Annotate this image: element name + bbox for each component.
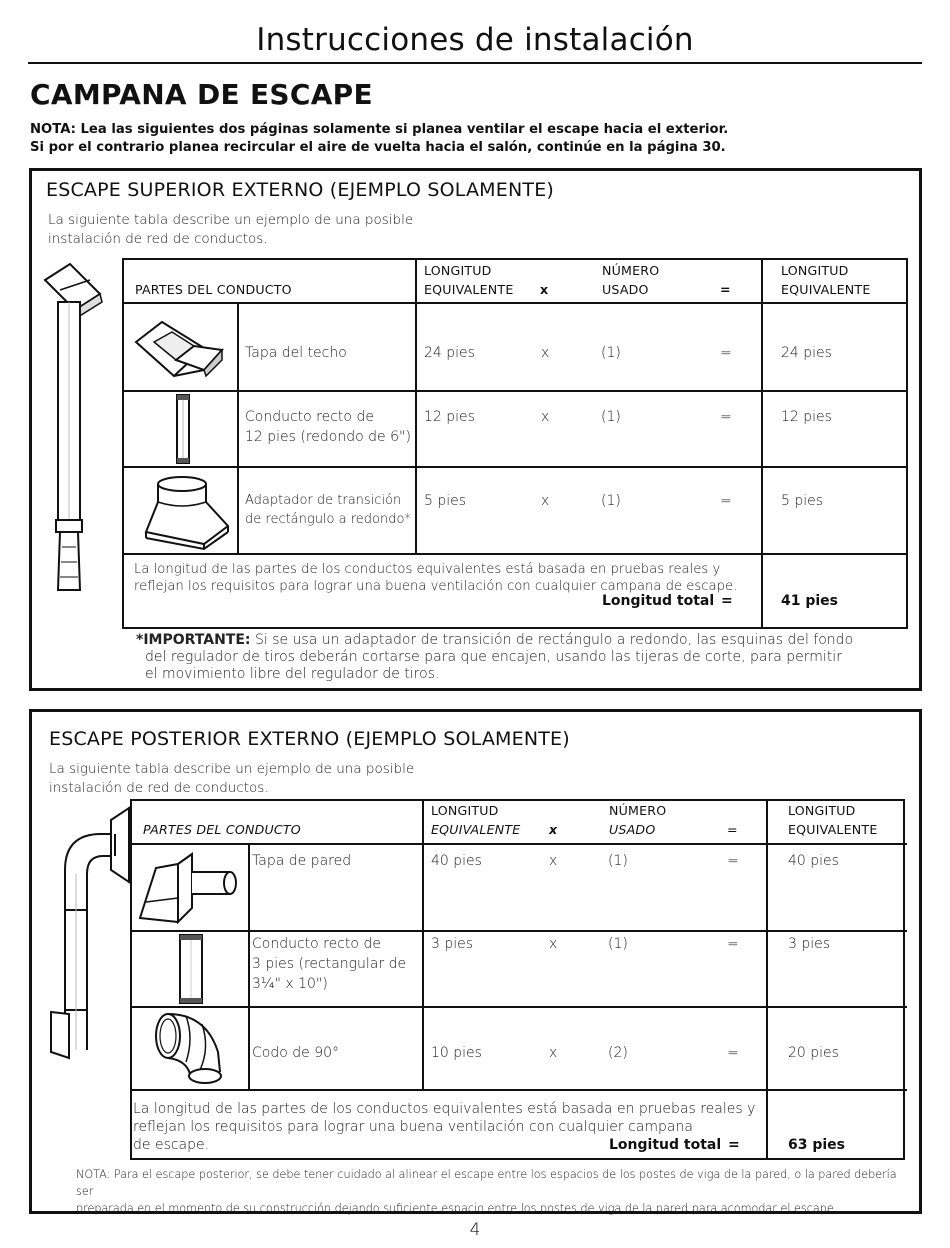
- table-rule: [122, 553, 908, 555]
- top-exhaust-heading: ESCAPE SUPERIOR EXTERNO (EJEMPLO SOLAMENTE): [46, 179, 555, 201]
- table1-row2-count: (1): [601, 409, 621, 425]
- table2-row1-desc: Tapa de pared: [252, 853, 352, 869]
- table2-row2-count: (1): [608, 936, 628, 952]
- rectangular-duct-icon: [179, 934, 203, 1004]
- top-exhaust-intro-line-1: La siguiente tabla describe un ejemplo de una posible: [48, 212, 414, 228]
- col-number-used-line-1: NÚMERO: [609, 803, 667, 818]
- table1-note: [134, 561, 737, 595]
- col-equiv-length-line-1: LONGITUD: [424, 263, 492, 278]
- table2-row1-total: 40 pies: [788, 853, 839, 869]
- col-total-length-header: [781, 261, 870, 299]
- col-equiv-length-header: [431, 801, 520, 839]
- table2-row1-equals: =: [727, 853, 739, 869]
- col-total-length-line-2: EQUIVALENTE: [781, 282, 871, 297]
- table1-row2-equals: =: [720, 409, 732, 425]
- section-heading: CAMPANA DE ESCAPE: [30, 78, 373, 111]
- wall-vent-assembly-icon: [45, 800, 130, 1060]
- title-divider: [28, 62, 922, 64]
- table2-row3-length: 10 pies: [431, 1045, 482, 1061]
- transition-adapter-icon: [144, 474, 232, 550]
- table1-row1-equals: =: [720, 345, 732, 361]
- important-label: *IMPORTANTE:: [136, 632, 251, 648]
- col-parts-header: PARTES DEL CONDUCTO: [135, 282, 292, 297]
- page-number: 4: [469, 1220, 481, 1240]
- col-number-used-line-2: USADO: [609, 822, 656, 837]
- important-note-line-2: del regulador de tiros deberán cortarse para que encajen, usando las tijeras de corte, para permitir: [145, 649, 842, 665]
- table2-row1-length: 40 pies: [431, 853, 482, 869]
- table1-total-equals: =: [721, 593, 733, 609]
- col-number-used-line-1: NÚMERO: [602, 263, 660, 278]
- col-equiv-length-line-2: EQUIVALENTE: [424, 282, 514, 297]
- col-times-header: x: [549, 822, 558, 837]
- col-equals-header: =: [727, 822, 738, 837]
- rear-exhaust-intro-line-1: La siguiente tabla describe un ejemplo de una posible: [49, 761, 415, 777]
- table-rule: [422, 799, 424, 1089]
- table1-row2-length: 12 pies: [424, 409, 475, 425]
- rear-exhaust-footnote-line-1: NOTA: Para el escape posterior, se debe tener cuidado al alinear el escape entre los espacios de los postes de viga de la pared, o la pared debería ser: [76, 1168, 897, 1198]
- rear-exhaust-intro-line-2: instalación de red de conductos.: [49, 780, 269, 796]
- table1-row3-desc-line-2: de rectángulo a redondo*: [245, 512, 411, 527]
- table2-row2-total: 3 pies: [788, 936, 831, 952]
- intro-note-line-1: NOTA: Lea las siguientes dos páginas solamente si planea ventilar el escape hacia el exterior.: [30, 122, 729, 137]
- intro-note-line-2: Si por el contrario planea recircular el aire de vuelta hacia el salón, continúe en la página 30.: [30, 140, 726, 155]
- col-total-length-line-1: LONGITUD: [788, 803, 856, 818]
- table2-row1-times: x: [549, 853, 558, 869]
- col-number-used-header: [609, 801, 666, 839]
- table2-row2-length: 3 pies: [431, 936, 474, 952]
- table1-row1-total: 24 pies: [781, 345, 832, 361]
- table2-row3-times: x: [549, 1045, 558, 1061]
- table1-row2-desc-line-2: 12 pies (redondo de 6"): [245, 429, 411, 445]
- rear-exhaust-heading: ESCAPE POSTERIOR EXTERNO (EJEMPLO SOLAMENTE): [49, 728, 570, 750]
- table-rule: [130, 930, 907, 932]
- top-exhaust-intro-line-2: instalación de red de conductos.: [48, 231, 268, 247]
- table1-row3-equals: =: [720, 493, 732, 509]
- table2-total-label: Longitud total: [609, 1137, 722, 1153]
- table-rule: [122, 390, 908, 392]
- rear-exhaust-footnote: [76, 1166, 916, 1217]
- col-equals-header: =: [720, 282, 731, 297]
- table1-row3-count: (1): [601, 493, 621, 509]
- table2-row3-equals: =: [727, 1045, 739, 1061]
- table1-row3-total: 5 pies: [781, 493, 824, 509]
- table1-row2-desc: [245, 407, 411, 447]
- roof-vent-assembly-icon: [40, 262, 110, 592]
- col-parts-header: PARTES DEL CONDUCTO: [143, 822, 301, 837]
- table-rule: [130, 1006, 907, 1008]
- table-rule: [122, 302, 908, 304]
- col-number-used-line-2: USADO: [602, 282, 649, 297]
- important-note: [136, 632, 906, 683]
- table2-total-equals: =: [728, 1137, 740, 1153]
- col-total-length-header: [788, 801, 877, 839]
- table2-total-value: 63 pies: [788, 1137, 846, 1153]
- table1-row2-desc-line-1: Conducto recto de: [245, 409, 374, 425]
- rear-exhaust-footnote-line-2: preparada en el momento de su construcción dejando suficiente espacio entre los postes de viga de la pared para acomodar el escape.: [76, 1202, 838, 1215]
- rear-exhaust-intro: [49, 760, 414, 798]
- table1-total-value: 41 pies: [781, 593, 839, 609]
- page-title: Instrucciones de instalación: [256, 22, 694, 58]
- table1-row2-total: 12 pies: [781, 409, 832, 425]
- important-note-line-3: el movimiento libre del regulador de tiros.: [145, 666, 440, 682]
- table2-note-line-2: reflejan los requisitos para lograr una buena ventilación con cualquier campana: [133, 1119, 693, 1135]
- table2-row3-total: 20 pies: [788, 1045, 839, 1061]
- table1-row1-count: (1): [601, 345, 621, 361]
- table1-row1-length: 24 pies: [424, 345, 475, 361]
- table-rule: [130, 843, 907, 845]
- table1-row1-desc: Tapa del techo: [245, 345, 347, 361]
- top-exhaust-intro: [48, 211, 413, 249]
- col-number-used-header: [602, 261, 659, 299]
- table1-note-line-2: reflejan los requisitos para lograr una buena ventilación con cualquier campana de escape.: [134, 579, 738, 594]
- table2-row2-equals: =: [727, 936, 739, 952]
- table1-row1-times: x: [541, 345, 550, 361]
- table2-row2-desc-line-1: Conducto recto de: [252, 936, 381, 952]
- table1-row3-desc: [245, 491, 411, 529]
- table1-row3-desc-line-1: Adaptador de transición: [245, 493, 402, 508]
- table1-row3-times: x: [541, 493, 550, 509]
- elbow-90-icon: [150, 1010, 226, 1086]
- col-times-header: x: [540, 282, 549, 297]
- roof-cap-icon: [134, 320, 226, 378]
- table2-row2-times: x: [549, 936, 558, 952]
- table-rule: [761, 258, 763, 629]
- table-rule: [248, 843, 250, 1089]
- table1-total-label: Longitud total: [602, 593, 715, 609]
- important-note-line-1: [136, 632, 906, 649]
- important-text: Si se usa un adaptador de transición de rectángulo a redondo, las esquinas del fondo: [250, 632, 854, 648]
- table2-row1-count: (1): [608, 853, 628, 869]
- col-equiv-length-header: [424, 261, 513, 299]
- table1-row3-length: 5 pies: [424, 493, 467, 509]
- table-rule: [237, 302, 239, 553]
- table2-row2-desc-line-3: 3¼" x 10"): [252, 976, 328, 992]
- table2-row3-desc: Codo de 90°: [252, 1045, 340, 1061]
- col-total-length-line-1: LONGITUD: [781, 263, 849, 278]
- table-rule: [122, 466, 908, 468]
- table2-note-line-1: La longitud de las partes de los conductos equivalentes está basada en pruebas reales y: [133, 1101, 756, 1117]
- col-equiv-length-line-2: EQUIVALENTE: [431, 822, 521, 837]
- table2-row2-desc-line-2: 3 pies (rectangular de: [252, 956, 407, 972]
- table1-row2-times: x: [541, 409, 550, 425]
- table-rule: [130, 1089, 907, 1091]
- table2-row3-count: (2): [608, 1045, 628, 1061]
- table2-row2-desc: [252, 934, 406, 994]
- table-rule: [415, 258, 417, 553]
- straight-duct-icon: [176, 394, 190, 464]
- table2-note-line-3: de escape.: [133, 1137, 210, 1153]
- intro-note: [30, 121, 920, 157]
- col-equiv-length-line-1: LONGITUD: [431, 803, 499, 818]
- table-rule: [766, 799, 768, 1160]
- table1-note-line-1: La longitud de las partes de los conductos equivalentes está basada en pruebas reales y: [134, 562, 721, 577]
- col-total-length-line-2: EQUIVALENTE: [788, 822, 878, 837]
- wall-cap-icon: [138, 852, 242, 924]
